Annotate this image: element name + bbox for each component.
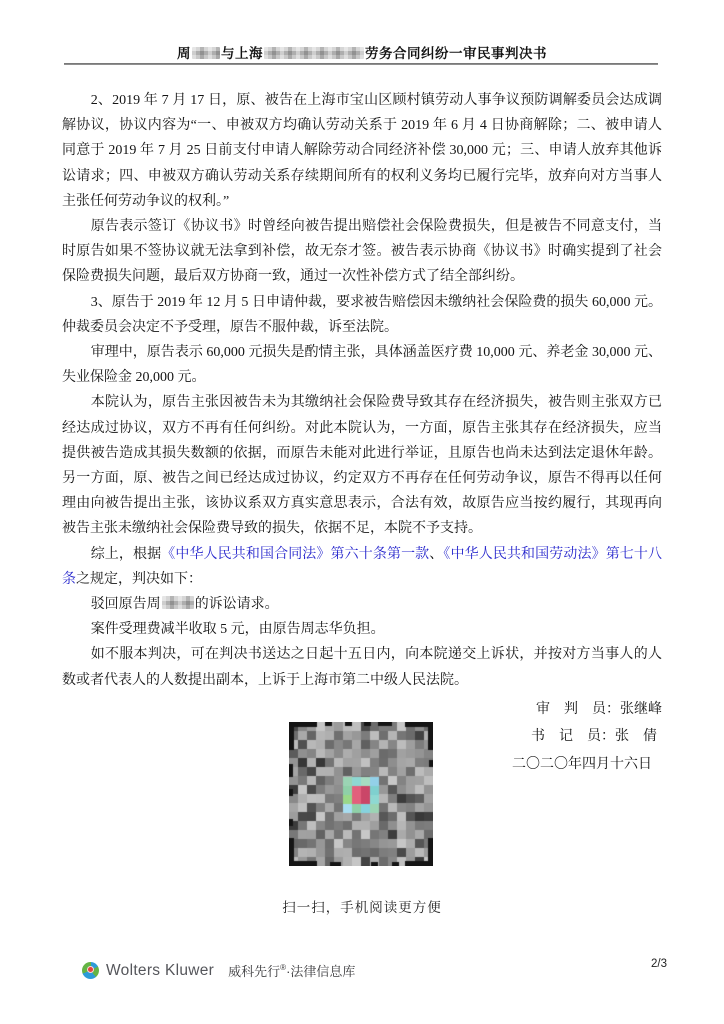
page-number: 2/3 [651,958,667,970]
qr-caption: 扫一扫，手机阅读更方便 [282,900,442,915]
clerk-line: 书 记 员：张 倩 [531,729,657,745]
brand-trademark: ® [280,963,287,972]
wolters-kluwer-logo-icon [82,962,99,979]
law-reference-link[interactable]: 《中华人民共和国劳动法》第七十八条 [62,546,663,587]
law-reference-link[interactable]: 《中华人民共和国合同法》第六十条第一款 [161,546,430,562]
brand-cn-text: 威科先行 [228,964,281,979]
footer-brand [82,961,355,980]
judgment-paragraph: 案件受理费减半收取 5 元，由原告周志华负担。 [90,622,385,638]
brand-name-cn [228,961,355,980]
judgment-paragraph: 原告表示签订《协议书》时曾经向被告提出赔偿社会保险费损失，但是被告不同意支付，当时原告如果不签协议就无法拿到补偿，故无奈才签。被告表示协商《协议书》时确实提到了社会保险费损失问题，最后双方协商一致，通过一次性补偿方式了结全部纠纷。 [62,219,662,285]
date-line: 二〇二〇年四月十六日 [512,756,652,772]
brand-suffix-text: ·法律信息库 [286,964,356,979]
judge-line: 审 判 员：张继峰 [536,701,662,717]
judgment-paragraph: 本院认为，原告主张因被告未为其缴纳社会保险费导致其存在经济损失，被告则主张双方已经达成过协议，双方不再有任何纠纷。对此本院认为，一方面，原告主张其存在经济损失，应当提供被告造成其损失数额的依据，而原告未能对此进行举证，且原告也尚未达到法定退休年龄。另一方面，原、被告之间已经达成过协议，约定双方不再存在任何劳动争议，原告不得再以任何理由向被告提出主张，该协议系双方真实意思表示，合法有效，故原告应当按约履行，其现再向被告主张未缴纳社会保险费导致的损失，依据不足，本院不予支持。 [62,395,662,537]
document-title: 周 与上海 劳务合同纠纷一审民事判决书 [177,46,547,61]
qr-code [289,722,433,866]
judgment-paragraph: 如不服本判决，可在判决书送达之日起十五日内，向本院递交上诉状，并按对方当事人的人数或者代表人的人数提出副本，上诉于上海市第二中级人民法院。 [62,647,662,688]
redaction-block [192,47,220,59]
judgment-paragraph: 审理中，原告表示 60,000 元损失是酌情主张，具体涵盖医疗费 10,000 元、养老金 30,000 元、失业保险金 20,000 元。 [62,345,662,386]
judgment-paragraph: 2、2019 年 7 月 17 日，原、被告在上海市宝山区顾村镇劳动人事争议预防调解委员会达成调解协议，协议内容为“一、申被双方均确认劳动关系于 2019 年 6 月 4 日协商解除；二、被申请人同意于 2019 年 7 月 25 日前支付申请人解除劳动合同经济补偿 30,000 元；三、申请人放弃其他诉讼请求；四、申被双方确认劳动关系存续期间所有的权利义务均已履行完毕，放弃向对方当事人主张任何劳动争议的权利。” [62,93,662,209]
qr-code-canvas [289,722,433,866]
judgment-paragraph: 综上，根据《中华人民共和国合同法》第六十条第一款、《中华人民共和国劳动法》第七十八条之规定，判决如下： [62,546,663,587]
judgment-paragraphs [62,88,662,693]
judgment-paragraph: 3、原告于 2019 年 12 月 5 日申请仲裁，要求被告赔偿因未缴纳社会保险费的损失 60,000 元。仲裁委员会决定不予受理，原告不服仲裁，诉至法院。 [62,294,662,335]
header-divider [64,63,658,65]
redaction-block [162,596,194,609]
judgment-body [62,88,662,778]
redaction-block [264,47,364,59]
judgment-paragraph: 驳回原告周 的诉讼请求。 [90,597,279,613]
brand-name-en: Wolters Kluwer [106,961,215,979]
